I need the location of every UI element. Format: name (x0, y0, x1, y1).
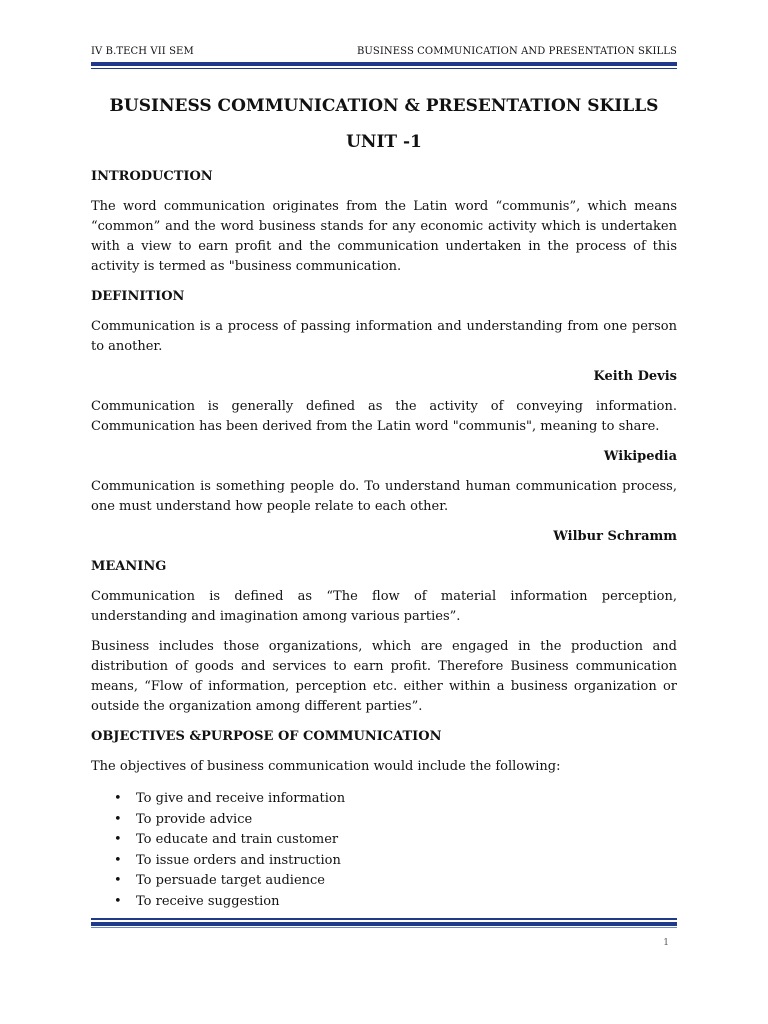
list-item-text: To persuade target audience (136, 873, 325, 888)
footer-rule-thick (91, 922, 677, 926)
list-item-text: To educate and train customer (136, 832, 339, 847)
footer-rule-top (91, 918, 677, 920)
list-item (91, 810, 677, 831)
meaning-text-1: Communication is defined as “The flow of material information perception, understanding and imagination among various parties”. (91, 589, 677, 624)
definition-text-3: Communication is something people do. To understand human communication process, one must understand how people relate to each other. (91, 479, 677, 514)
list-item-text: To receive suggestion (136, 893, 280, 909)
header-left: IV B.TECH VII SEM (91, 46, 194, 57)
objectives-list (91, 789, 677, 912)
page-content (91, 93, 677, 912)
introduction-heading: INTRODUCTION (91, 169, 213, 184)
page-number: 1 (663, 938, 669, 948)
header-rule-thin (91, 68, 677, 69)
objectives-heading: OBJECTIVES &PURPOSE OF COMMUNICATION (91, 729, 442, 744)
definition-author-1: Keith Devis (593, 369, 677, 384)
definition-text-1: Communication is a process of passing information and understanding from one person to another. (91, 319, 677, 354)
list-item-text: To provide advice (136, 811, 253, 827)
list-item-text: To issue orders and instruction (136, 852, 341, 868)
definition-heading: DEFINITION (91, 289, 185, 304)
introduction-text: The word communication originates from the Latin word “communis”, which means “common” and the word business stands for any economic activity which is undertaken with a view to earn profit and the communication undertaken in the process of this activity is termed as "business communication. (91, 199, 677, 274)
bullet: • (114, 873, 122, 888)
running-header (91, 46, 677, 60)
list-item (91, 892, 677, 913)
list-item-text: To give and receive information (136, 791, 346, 806)
definition-author-3: Wilbur Schramm (553, 529, 677, 544)
objectives-intro: The objectives of business communication would include the following: (91, 759, 561, 774)
unit-title: UNIT -1 (346, 132, 422, 152)
bullet: • (114, 811, 122, 827)
meaning-heading: MEANING (91, 559, 167, 574)
bullet: • (114, 832, 122, 847)
definition-text-2: Communication is generally defined as the activity of conveying information. Communication has been derived from the Latin word "communis", meaning to share. (91, 399, 677, 434)
list-item (91, 851, 677, 872)
list-item (91, 789, 677, 810)
meaning-text-2: Business includes those organizations, which are engaged in the production and distribution of goods and services to earn profit. Therefore Business communication means, “Flow of information, perception etc. either within a business organization or outside the organization among different parties”. (91, 639, 677, 714)
list-item (91, 871, 677, 892)
header-right: BUSINESS COMMUNICATION AND PRESENTATION SKILLS (356, 46, 677, 57)
header-rule (91, 62, 677, 66)
bullet: • (114, 791, 122, 806)
definition-author-2: Wikipedia (603, 449, 677, 464)
footer-rule-thin (91, 927, 677, 928)
list-item (91, 830, 677, 851)
bullet: • (114, 893, 122, 909)
bullet: • (114, 852, 122, 868)
document-title: BUSINESS COMMUNICATION & PRESENTATION SKILLS (109, 96, 659, 116)
